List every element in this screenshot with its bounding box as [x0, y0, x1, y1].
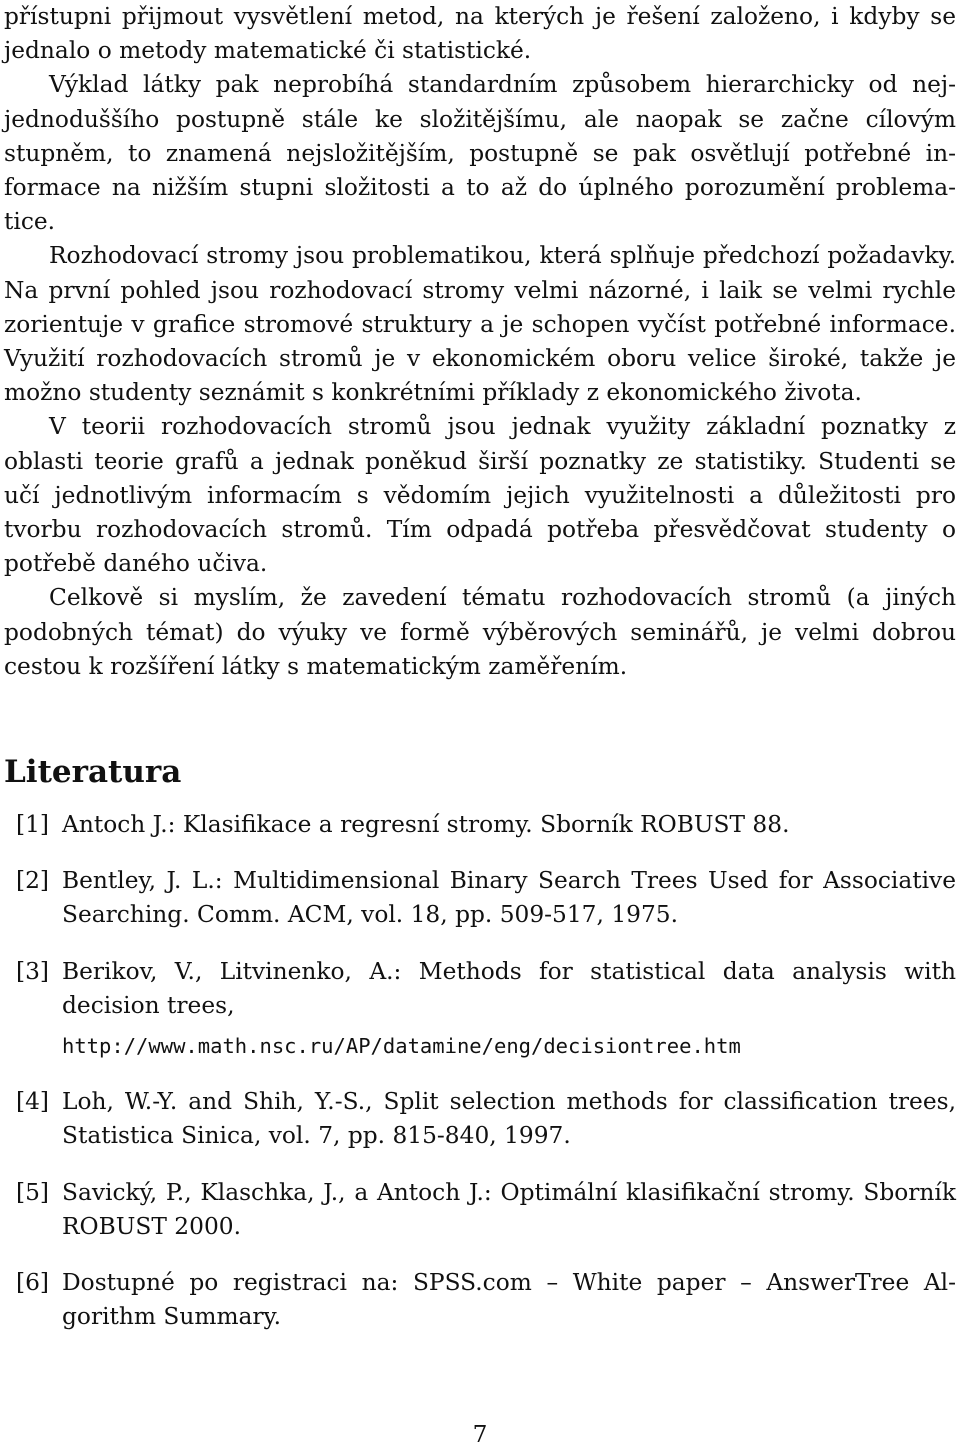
reference-item	[4, 864, 956, 932]
paragraph-1: přístupni přijmout vysvětlení metod, na kterých je řešení založeno, i kdyby se jednalo o metody matematické či statistické.	[4, 3, 956, 65]
reference-text: Berikov, V., Litvinenko, A.: Methods for statistical data analysis with decision trees,	[62, 957, 956, 1019]
document-body	[4, 0, 956, 684]
reference-number: [1]	[16, 811, 50, 838]
paragraph-4: V teorii rozhodovacích stromů jsou jednak využity základní poznatky z oblasti teorie grafů a jednak poněkud širší poznatky ze statistiky. Studenti se učí jednotlivým informacím s vědomím jejich využitelnosti a důležitosti pro tvorbu rozhodovacích stromů. Tím odpadá potřeba přesvědčovat studenty o potřebě daného učiva.	[4, 413, 956, 578]
reference-item	[4, 1266, 956, 1334]
reference-text: Antoch J.: Klasifikace a regresní stromy. Sborník ROBUST 88.	[62, 811, 790, 838]
reference-text: Loh, W.-Y. and Shih, Y.-S., Split selection methods for classification trees, Statistica Sinica, vol. 7, pp. 815-840, 1997.	[62, 1088, 956, 1150]
reference-item	[4, 1085, 956, 1153]
reference-text: Savický, P., Klaschka, J., a Antoch J.: Optimální klasifikační stromy. Sborník ROBUST 2000.	[62, 1178, 956, 1240]
page-number: 7	[472, 1421, 488, 1448]
paragraph-3: Rozhodovací stromy jsou problematikou, která splňuje předchozí požadavky. Na první pohled jsou rozhodovací stromy velmi názorné, i laik se velmi rychle zorientuje v grafice stromové struktury a je schopen vyčíst potřebné informace. Využití rozhodovacích stromů je v ekonomickém oboru velice široké, takže je možno studenty seznámit s konkrétními příklady z ekonomického života.	[4, 242, 956, 407]
reference-text: Bentley, J. L.: Multidimensional Binary Search Trees Used for Associative Searching. Comm. ACM, vol. 18, pp. 509-517, 1975.	[62, 867, 956, 929]
paragraph-2: Výklad látky pak neprobíhá standardním způsobem hierarchicky od nejjednoduššího postupně stále ke složitějšímu, ale naopak se začne cílovým stupněm, to znamená nejsložitějším, postupně se pak osvětlují potřebné informace na nižším stupni složitosti a to až do úplného porozumění problematice.	[4, 71, 956, 236]
reference-list	[4, 808, 956, 1356]
reference-number: [3]	[16, 957, 50, 985]
reference-item	[4, 808, 956, 842]
reference-url[interactable]: http://www.math.nsc.ru/AP/datamine/eng/decisiontree.htm	[62, 1034, 741, 1059]
reference-number: [4]	[16, 1088, 50, 1116]
reference-item	[4, 1176, 956, 1244]
literature-heading: Literatura	[4, 754, 182, 790]
reference-text: Dostupné po registraci na: SPSS.com – White paper – AnswerTree Algorithm Summary.	[62, 1269, 956, 1331]
reference-number: [6]	[16, 1269, 50, 1297]
reference-number: [5]	[16, 1178, 50, 1206]
reference-item	[4, 955, 956, 1064]
paragraph-5: Celkově si myslím, že zavedení tématu rozhodovacích stromů (a jiných podobných témat) do výuky ve formě výběrových seminářů, je velmi dobrou cestou k rozšíření látky s matematickým zaměřením.	[4, 584, 956, 680]
reference-number: [2]	[16, 867, 50, 895]
